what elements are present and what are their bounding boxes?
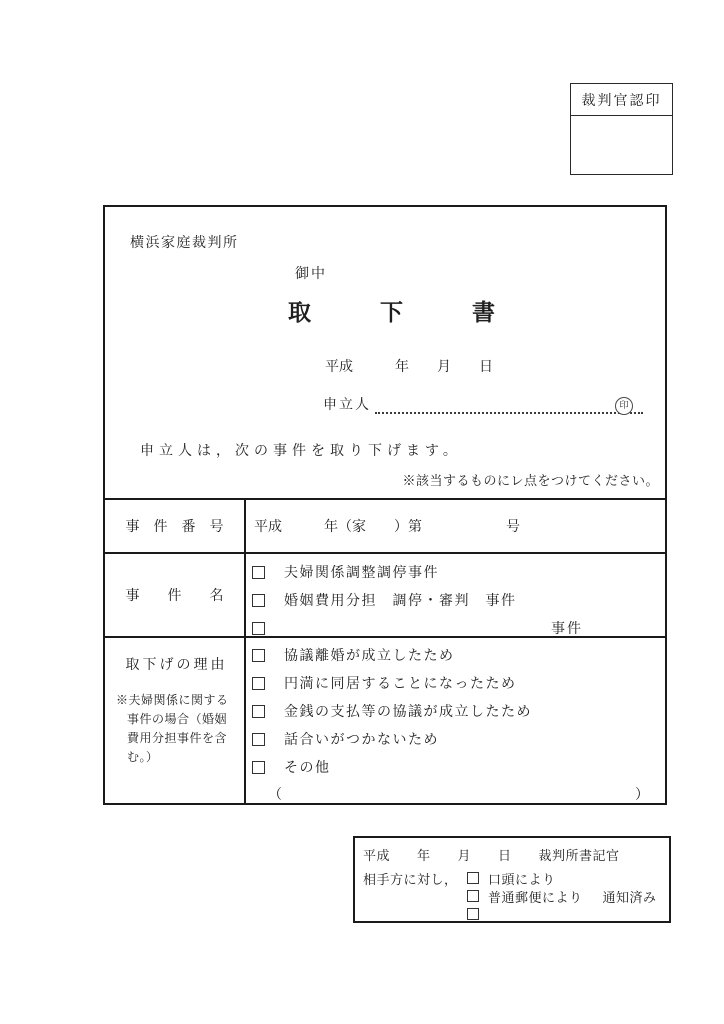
reason-option-label: 協議離婚が成立したため xyxy=(284,649,455,664)
honorific-label: 御中 xyxy=(295,267,327,282)
case-name-option-label: 夫婦関係調整調停事件 xyxy=(284,566,439,581)
checkbox-icon[interactable] xyxy=(252,705,265,718)
case-name-label: 事 件 名 xyxy=(105,554,246,636)
paren-open: （ xyxy=(268,788,282,803)
date-line[interactable]: 平成 年 月 日 xyxy=(325,360,493,375)
case-number-row xyxy=(105,500,665,552)
checkbox-icon[interactable] xyxy=(467,908,479,920)
case-name-option-row xyxy=(246,586,665,614)
case-name-option-row xyxy=(246,558,665,586)
checkbox-icon[interactable] xyxy=(252,622,265,635)
reason-option-row xyxy=(246,753,665,781)
checkbox-icon[interactable] xyxy=(252,733,265,746)
reason-option-label: 話合いがつかないため xyxy=(284,733,439,748)
seal-mark-icon: 印 xyxy=(615,397,633,415)
checkbox-icon[interactable] xyxy=(467,890,479,902)
case-name-suffix: 事件 xyxy=(551,622,583,637)
checkbox-icon[interactable] xyxy=(252,649,265,662)
checkbox-icon[interactable] xyxy=(252,761,265,774)
withdrawal-reason-options xyxy=(246,638,665,803)
page-title: 取 下 書 xyxy=(288,300,495,325)
judge-seal-title: 裁判官認印 xyxy=(571,84,672,116)
clerk-notice-row xyxy=(361,869,663,923)
checkbox-icon[interactable] xyxy=(467,872,479,884)
case-name-options xyxy=(246,554,665,636)
clerk-notice-options xyxy=(467,869,663,923)
clerk-option-label: 口頭により xyxy=(488,871,556,887)
reason-option-label: 金銭の支払等の協議が成立したため xyxy=(284,705,532,720)
paren-close: ） xyxy=(635,788,649,803)
withdrawal-reason-row xyxy=(105,636,665,803)
reason-option-label: その他 xyxy=(284,761,331,776)
applicant-label: 申立人 xyxy=(323,398,371,413)
withdrawal-reason-note xyxy=(115,691,238,767)
reason-option-row xyxy=(246,669,665,697)
checkbox-icon[interactable] xyxy=(252,566,265,579)
checkmark-instruction-note: ※該当するものにレ点をつけてください。 xyxy=(402,473,659,488)
case-name-row xyxy=(105,552,665,636)
judge-seal-box xyxy=(570,83,673,175)
case-number-label: 事 件 番 号 xyxy=(105,500,246,552)
applicant-line xyxy=(323,393,643,414)
reason-note-line: ※夫婦関係に関する xyxy=(116,693,229,707)
checkbox-icon[interactable] xyxy=(252,594,265,607)
withdrawal-reason-label: 取下げの理由 xyxy=(125,658,228,673)
reason-other-detail-field[interactable] xyxy=(246,781,665,807)
reason-note-line: む。） xyxy=(127,750,159,764)
reason-note-line: 事件の場合（婚姻 xyxy=(127,712,228,726)
applicant-signature-field[interactable] xyxy=(375,393,643,414)
case-number-value-field[interactable]: 平成 年（家 ）第 号 xyxy=(254,520,520,535)
reason-option-row xyxy=(246,641,665,669)
checkbox-icon[interactable] xyxy=(252,677,265,690)
form-header xyxy=(105,207,665,500)
clerk-option-row xyxy=(467,869,663,887)
case-name-option-label: 婚姻費用分担 調停・審判 事件 xyxy=(284,594,517,609)
clerk-option-row xyxy=(467,887,663,905)
judge-seal-stamp-area xyxy=(571,116,672,174)
clerk-date-line[interactable]: 平成 年 月 日 裁判所書記官 xyxy=(363,848,620,863)
reason-option-row xyxy=(246,725,665,753)
court-name: 横浜家庭裁判所 xyxy=(130,236,239,251)
withdrawal-statement: 申立人は，次の事件を取り下げます。 xyxy=(140,444,462,459)
clerk-notice-box xyxy=(353,836,671,923)
reason-option-row xyxy=(246,697,665,725)
reason-option-label: 円満に同居することになったため xyxy=(284,677,517,692)
notified-label: 通知済み xyxy=(602,889,657,905)
clerk-option-row xyxy=(467,905,663,923)
to-other-party-label: 相手方に対し， xyxy=(363,872,458,887)
withdrawal-reason-label-cell xyxy=(105,638,246,803)
clerk-option-label: 普通郵便により xyxy=(488,889,583,905)
withdrawal-form xyxy=(103,205,667,805)
reason-note-line: 費用分担事件を含 xyxy=(127,731,228,745)
